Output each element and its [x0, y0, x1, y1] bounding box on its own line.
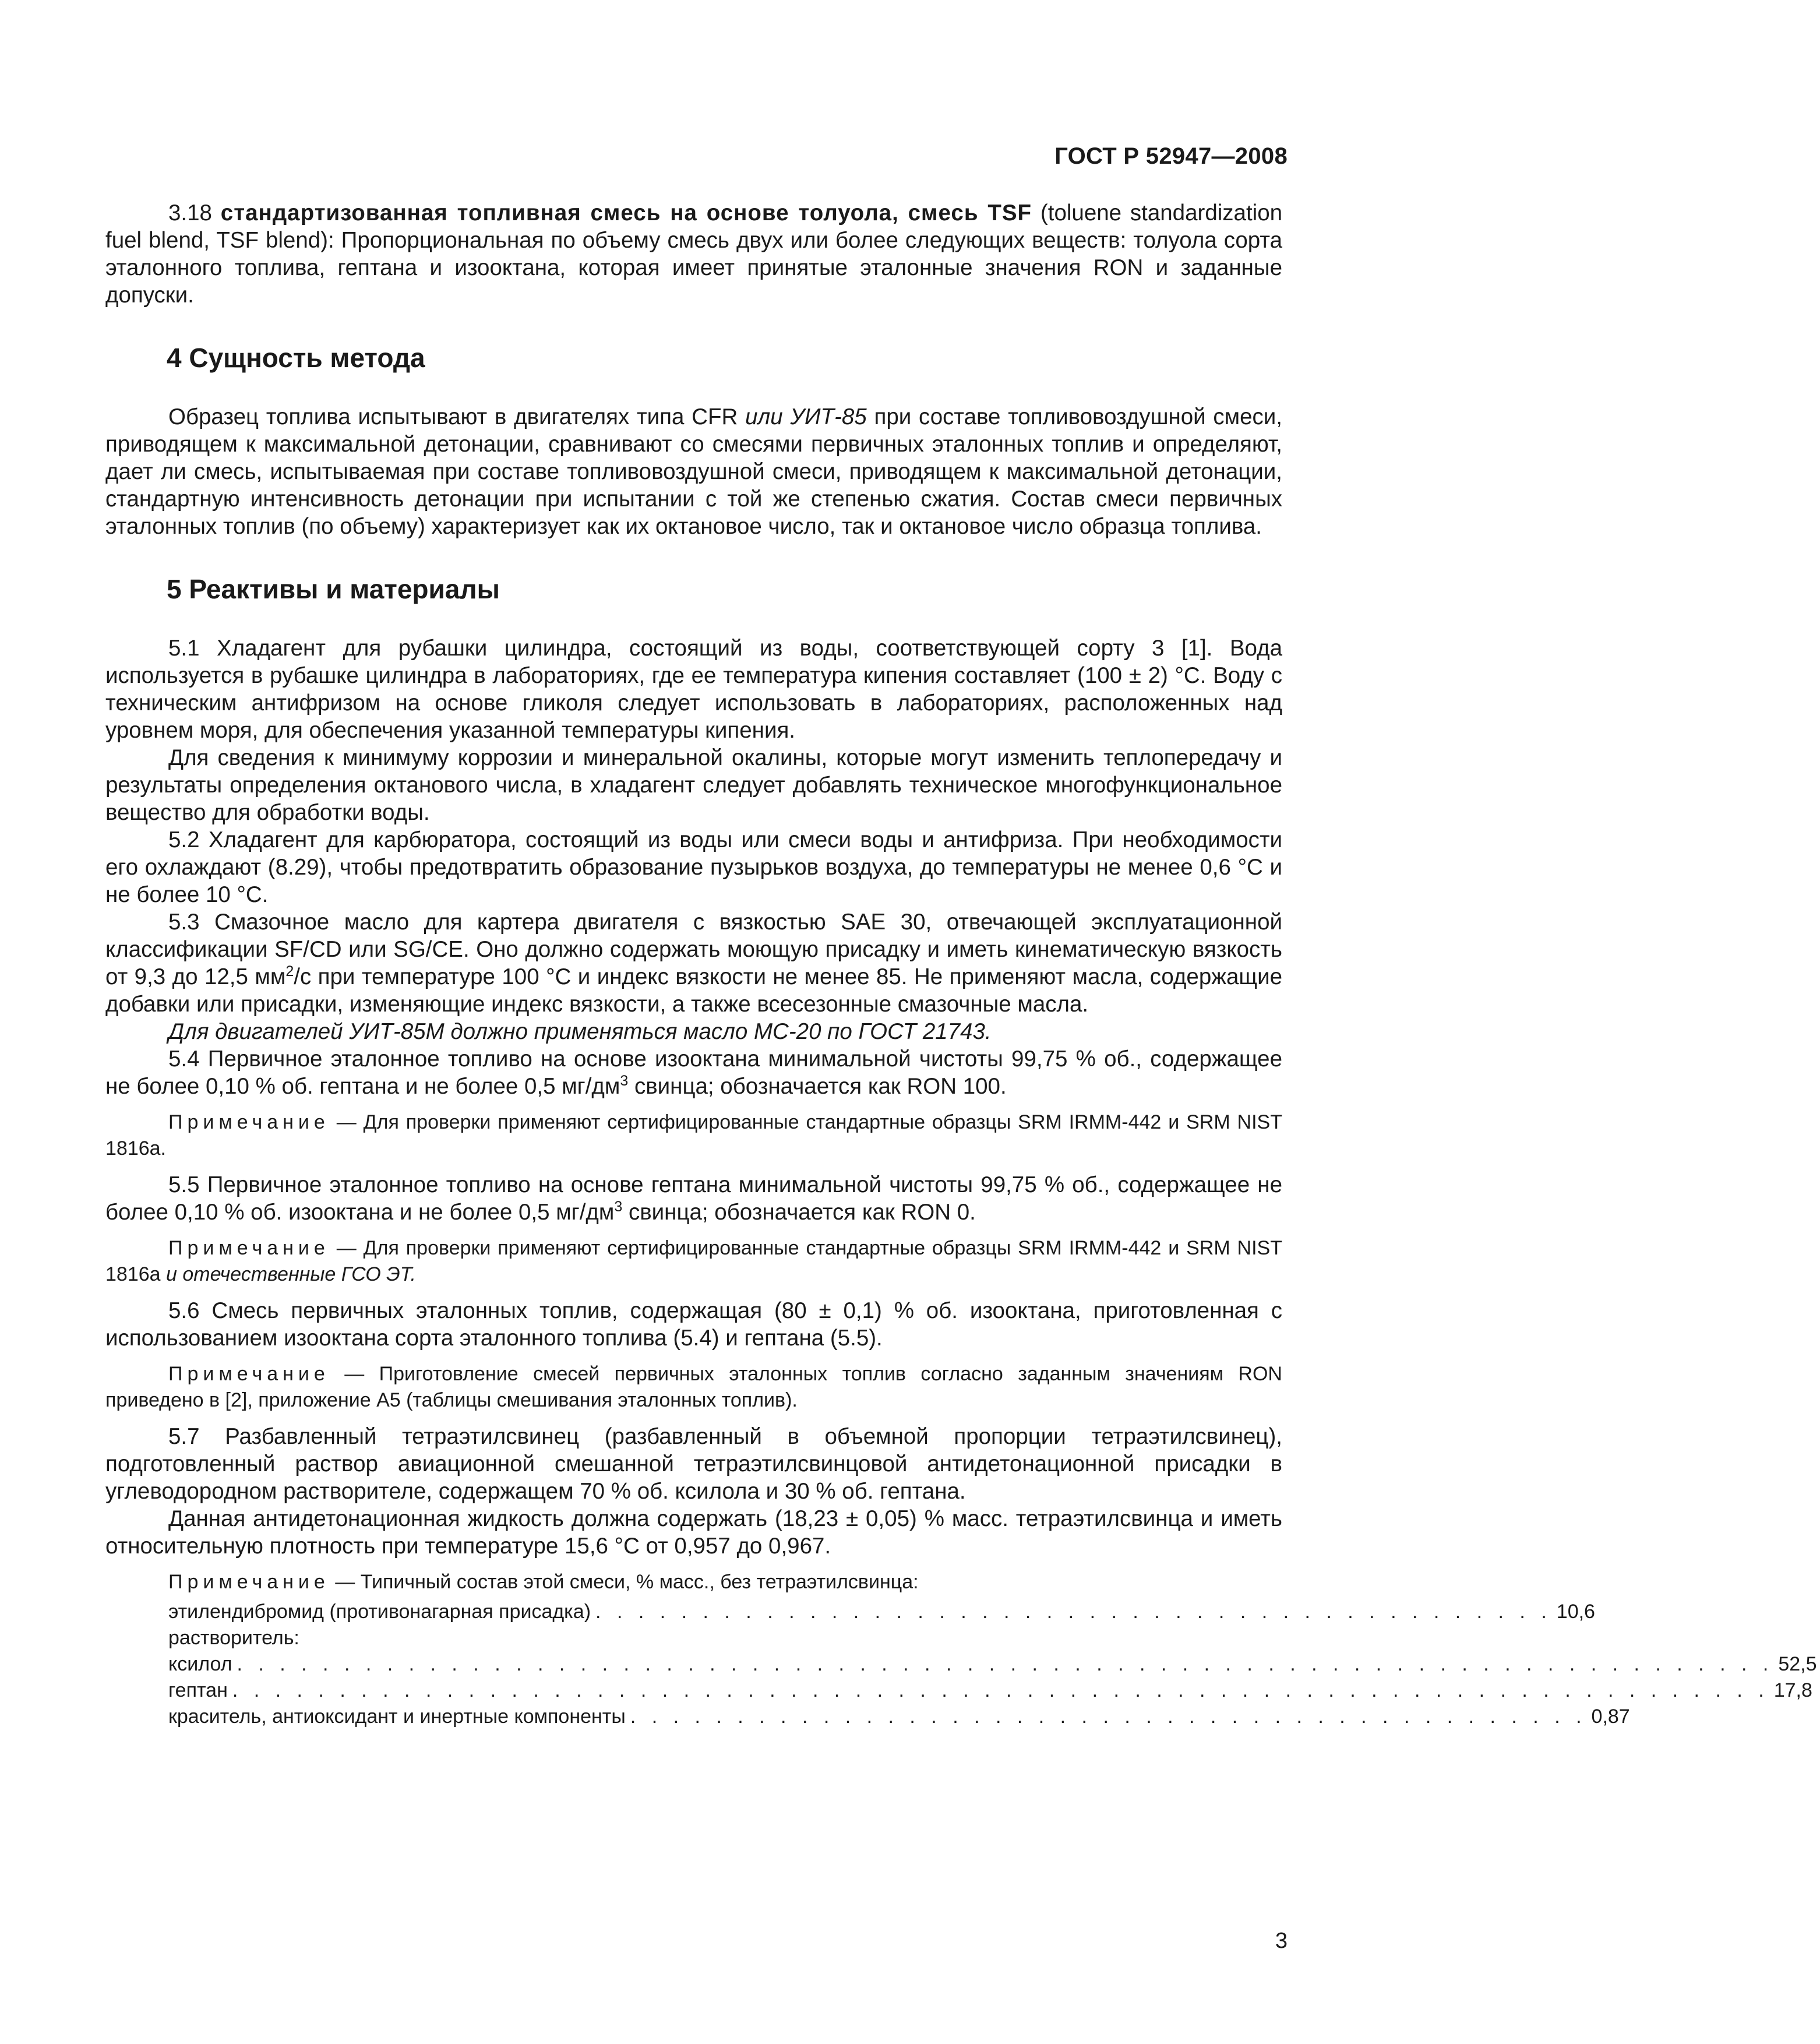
clause-5-1-continued: Для сведения к минимуму коррозии и минеральной окалины, которые могут изменить теплопередачу и результаты определения октанового числа, в хладагент следует добавлять техническое многофункциональное вещество для обработки воды. — [105, 745, 1282, 825]
composition-list — [168, 1599, 1817, 1730]
note-5-5: Примечание — Для проверки применяют сертифицированные стандартные образцы SRM IRMM-442 и SRM NIST 1816a и отечественные ГСО ЭТ. — [105, 1237, 1282, 1285]
composition-row: этилендибромид (противонагарная присадка) . . . . . . . . . . . . . . . . . . . . . . . . . . . . . . . . . . . . . . . . . . . . . 10,6 — [168, 1599, 949, 1625]
term-definition-text: (toluene standardization fuel blend, TSF blend): Пропорциональная по объему смесь двух или более следующих веществ: толуола сорта эталонного топлива, гептана и изооктана, которая имеет принятые эталонные значения RON и заданные допуски. — [105, 200, 1283, 308]
dot-leader: . . . . . . . . . . . . . . . . . . . . . . . . . . . . . . . . . . . . . . . . . . . . . . . . . . . . . . . . . . . . . . . . . . . . . . . . — [237, 1653, 1774, 1675]
note-label: Примечание — [168, 1111, 330, 1133]
composition-row: краситель, антиоксидант и инертные компоненты . . . . . . . . . . . . . . . . . . . . . . . . . . . . . . . . . . . . . . . . . . . . . 0,87 — [168, 1704, 949, 1730]
composition-row: растворитель: — [168, 1627, 299, 1649]
dot-leader: . . . . . . . . . . . . . . . . . . . . . . . . . . . . . . . . . . . . . . . . . . . . . — [595, 1601, 1552, 1623]
clause-5-1: 5.1 Хладагент для рубашки цилиндра, состоящий из воды, соответствующей сорту 3 [1]. Вода используется в рубашке цилиндра в лабораториях, где ее температура кипения составляет (100 ± 2) °С. Воду с техническим антифризом на основе гликоля следует использовать в лабораториях, расположенных над уровнем моря, для обеспечения указанной температуры кипения. — [105, 636, 1282, 743]
note-label: Примечание — [168, 1363, 330, 1385]
clause-5-4: 5.4 Первичное эталонное топливо на основе изооктана минимальной чистоты 99,75 % об., содержащее не более 0,10 % об. гептана и не более 0,5 $мг/дм^3$ свинца; обозначается как RON 100. — [105, 1046, 1282, 1099]
note-5-4: Примечание — Для проверки применяют сертифицированные стандартные образцы SRM IRMM-442 и SRM NIST 1816a. — [105, 1111, 1282, 1160]
clause-5-6: 5.6 Смесь первичных эталонных топлив, содержащая (80 ± 0,1) % об. изооктана, приготовленная с использованием изооктана сорта эталонного топлива (5.4) и гептана (5.5). — [105, 1298, 1282, 1351]
clause-5-3-national-note: Для двигателей УИТ-85М должно применяться масло МС-20 по ГОСТ 21743. — [168, 1019, 992, 1044]
note-label: Примечание — [168, 1571, 330, 1593]
section-4-heading: 4 Сущность метода — [167, 343, 425, 373]
note-label: Примечание — [168, 1237, 330, 1259]
clause-number: 3.18 — [168, 200, 212, 225]
note-5-6: Примечание — Приготовление смесей первичных эталонных топлив согласно заданным значениям RON приведено в [2], приложение А5 (таблицы смешивания эталонных топлив). — [105, 1363, 1282, 1411]
standard-header: ГОСТ Р 52947—2008 — [1054, 143, 1288, 169]
term-definition-title: стандартизованная топливная смесь на основе толуола, смесь TSF — [220, 200, 1032, 225]
clause-5-7: 5.7 Разбавленный тетраэтилсвинец (разбавленный в объемной пропорции тетраэтилсвинец), подготовленный раствор авиационной смешанной тетраэтилсвинцовой антидетонационной присадки в углеводородном растворителе, содержащем 70 % об. ксилола и 30 % об. гептана. — [105, 1424, 1282, 1504]
dot-leader: . . . . . . . . . . . . . . . . . . . . . . . . . . . . . . . . . . . . . . . . . . . . . — [630, 1705, 1587, 1728]
dot-leader: . . . . . . . . . . . . . . . . . . . . . . . . . . . . . . . . . . . . . . . . . . . . . . . . . . . . . . . . . . . . . . . . . . . . . . . . — [232, 1679, 1769, 1701]
section-4-paragraph: Образец топлива испытывают в двигателях типа CFR или УИТ-85 при составе топливовоздушной смеси, приводящем к максимальной детонации, сравнивают со смесями первичных эталонных топлив и определяют, дает ли смесь, испытываемая при составе топливовоздушной смеси, приводящем к максимальной детонации, стандартную интенсивность детонации при испытании с той же степенью сжатия. Состав смеси первичных эталонных топлив (по объему) характеризует как их октановое число, так и октановое число образца топлива. — [105, 404, 1283, 539]
composition-row: гептан . . . . . . . . . . . . . . . . . . . . . . . . . . . . . . . . . . . . . . . . . . . . . . . . . . . . . . . . . . . . . . . . . . . . . . . . 17,8 — [168, 1678, 949, 1704]
page-number: 3 — [1275, 1929, 1288, 1953]
page-content — [105, 199, 1817, 1730]
clause-5-7-continued: Данная антидетонационная жидкость должна содержать (18,23 ± 0,05) % масс. тетраэтилсвинца и иметь относительную плотность при температуре 15,6 °С от 0,957 до 0,967. — [105, 1506, 1282, 1559]
composition-row: ксилол . . . . . . . . . . . . . . . . . . . . . . . . . . . . . . . . . . . . . . . . . . . . . . . . . . . . . . . . . . . . . . . . . . . . . . . . 52,5 — [168, 1651, 949, 1678]
note-5-7: Примечание — Типичный состав этой смеси, % масс., без тетраэтилсвинца: — [168, 1571, 919, 1593]
clause-5-5: 5.5 Первичное эталонное топливо на основе гептана минимальной чистоты 99,75 % об., содержащее не более 0,10 % об. изооктана и не более 0,5 $мг/дм^3$ свинца; обозначается как RON 0. — [105, 1172, 1282, 1225]
clause-5-2: 5.2 Хладагент для карбюратора, состоящий из воды или смеси воды и антифриза. При необходимости его охлаждают (8.29), чтобы предотвратить образование пузырьков воздуха, до температуры не менее 0,6 °С и не более 10 °С. — [105, 827, 1282, 907]
clause-5-3: 5.3 Смазочное масло для картера двигателя с вязкостью SAE 30, отвечающей эксплуатационной классификации SF/CD или SG/CE. Оно должно содержать моющую присадку и иметь кинематическую вязкость от 9,3 до 12,5 $мм^2/с$ при температуре 100 °С и индекс вязкости не менее 85. Не применяют масла, содержащие добавки или присадки, изменяющие индекс вязкости, а также всесезонные смазочные масла. — [105, 910, 1282, 1017]
clause-3-18 — [105, 199, 1282, 309]
section-5-heading: 5 Реактивы и материалы — [167, 574, 500, 604]
